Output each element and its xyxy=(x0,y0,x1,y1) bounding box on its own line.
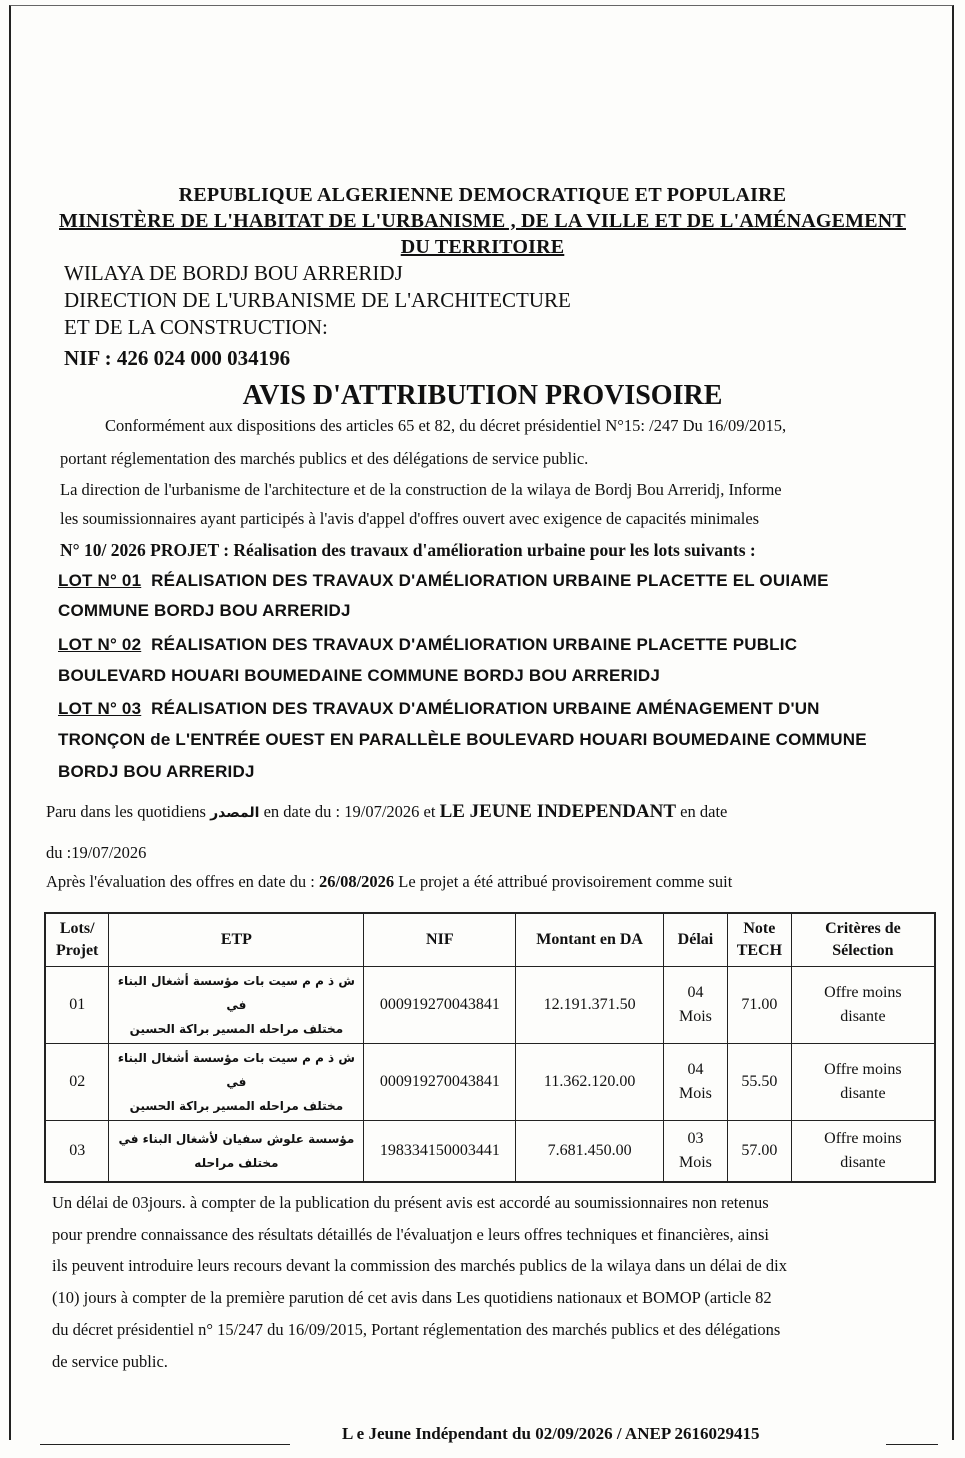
issuer-block xyxy=(64,260,571,372)
lot-cell: 03 xyxy=(45,1121,109,1183)
critere-cell xyxy=(791,967,935,1044)
delai-value: 03 xyxy=(687,1130,704,1147)
project-line: N° 10/ 2026 PROJET : Réalisation des travaux d'amélioration urbaine pour les lots suivants : xyxy=(60,540,756,560)
bottom-rule-right xyxy=(886,1444,938,1445)
lot-03 xyxy=(58,699,820,719)
notice-title: AVIS D'ATTRIBUTION PROVISOIRE xyxy=(242,380,723,411)
col-header-montant: Montant en DA xyxy=(516,913,664,967)
ministry-heading-cont: DU TERRITOIRE xyxy=(400,236,565,258)
table-header-row xyxy=(45,913,935,967)
publication-suffix: en date xyxy=(680,802,728,821)
lot-02 xyxy=(58,635,797,655)
intro-line-4: les soumissionnaires ayant participés à l'avis d'appel d'offres ouvert avec exigence de capacités minimales xyxy=(60,509,760,528)
evaluation-line xyxy=(46,872,732,892)
col-header-delai: Délai xyxy=(664,913,728,967)
lot-desc: RÉALISATION DES TRAVAUX D'AMÉLIORATION URBAINE PLACETTE PUBLIC xyxy=(151,635,798,654)
table-row xyxy=(45,967,935,1044)
evaluation-date: 26/08/2026 xyxy=(319,872,395,891)
col-header-nif: NIF xyxy=(364,913,516,967)
critere-line: disante xyxy=(840,1085,886,1102)
critere-line: disante xyxy=(840,1008,886,1025)
intro-line-3: La direction de l'urbanisme de l'architecture et de la construction de la wilaya de Bordj Bou Arreridj, Informe xyxy=(60,480,782,499)
lot-02-cont: BOULEVARD HOUARI BOUMEDAINE COMMUNE BORDJ BOU ARRERIDJ xyxy=(58,666,661,685)
lot-cell: 02 xyxy=(45,1044,109,1121)
critere-line: disante xyxy=(840,1154,886,1171)
col-header-note: Note TECH xyxy=(727,913,791,967)
delai-cell xyxy=(664,967,728,1044)
etp-cell xyxy=(109,967,364,1044)
lot-01 xyxy=(58,571,829,591)
lot-label: LOT N° 01 xyxy=(58,571,142,590)
arabic-newspaper: المصدر xyxy=(210,805,260,821)
table-row xyxy=(45,1044,935,1121)
etp-line: مختلف مراحله xyxy=(194,1156,279,1170)
publication-reference: L e Jeune Indépendant du 02/09/2026 / ANEP 2616029415 xyxy=(342,1424,760,1443)
critere-line: Offre moins xyxy=(824,1061,902,1078)
col-header-criteres: Critères de Sélection xyxy=(791,913,935,967)
critere-cell xyxy=(791,1044,935,1121)
delai-unit: Mois xyxy=(678,1085,712,1102)
lot-label: LOT N° 02 xyxy=(58,635,142,654)
footer-line-6: de service public. xyxy=(52,1352,168,1371)
etp-line: مؤسسة علوش سفيان لأشغال البناء في xyxy=(118,1132,355,1146)
delai-value: 04 xyxy=(687,984,704,1001)
evaluation-prefix: Après l'évaluation des offres en date du : xyxy=(46,872,315,891)
republic-heading: REPUBLIQUE ALGERIENNE DEMOCRATIQUE ET POPULAIRE xyxy=(178,184,787,206)
publication-line xyxy=(46,801,727,823)
note-cell: 55.50 xyxy=(727,1044,791,1121)
publication-date: en date du : 19/07/2026 et xyxy=(263,802,436,821)
critere-line: Offre moins xyxy=(824,1130,902,1147)
ministry-heading: MINISTÈRE DE L'HABITAT DE L'URBANISME , DE LA VILLE ET DE L'AMÉNAGEMENT xyxy=(59,210,906,232)
publication-prefix: Paru dans les quotidiens xyxy=(46,802,206,821)
bottom-rule-left xyxy=(40,1444,290,1445)
lot-desc: RÉALISATION DES TRAVAUX D'AMÉLIORATION URBAINE AMÉNAGEMENT D'UN xyxy=(151,699,820,718)
col-header-lot: Lots/ Projet xyxy=(45,913,109,967)
montant-cell: 12.191.371.50 xyxy=(516,967,664,1044)
lot-desc: RÉALISATION DES TRAVAUX D'AMÉLIORATION URBAINE PLACETTE EL OUIAME xyxy=(151,571,829,590)
nif-cell: 000919270043841 xyxy=(364,967,516,1044)
delai-unit: Mois xyxy=(678,1008,712,1025)
results-table xyxy=(44,912,936,1183)
lot-03-cont-2: BORDJ BOU ARRERIDJ xyxy=(58,762,255,781)
col-header-etp: ETP xyxy=(109,913,364,967)
delai-cell xyxy=(664,1121,728,1183)
footer-line-4: (10) jours à compter de la première parution dé cet avis dans Les quotidiens nationaux et BOMOP (article 82 xyxy=(52,1288,772,1307)
wilaya-line: WILAYA DE BORDJ BOU ARRERIDJ xyxy=(64,261,403,285)
footer-line-3: ils peuvent introduire leurs recours devant la commission des marchés publics de la wilaya dans un délai de dix xyxy=(52,1256,787,1275)
delai-value: 04 xyxy=(687,1061,704,1078)
lot-label: LOT N° 03 xyxy=(58,699,142,718)
note-cell: 71.00 xyxy=(727,967,791,1044)
etp-line: ش ذ م م سيت بات مؤسسة أشغال البناء في xyxy=(117,974,355,1012)
nif-cell: 198334150003441 xyxy=(364,1121,516,1183)
direction-line-1: DIRECTION DE L'URBANISME DE L'ARCHITECTURE xyxy=(64,288,571,312)
newspaper-name: LE JEUNE INDEPENDANT xyxy=(439,801,677,822)
montant-cell: 7.681.450.00 xyxy=(516,1121,664,1183)
lot-cell: 01 xyxy=(45,967,109,1044)
footer-line-1: Un délai de 03jours. à compter de la publication du présent avis est accordé au soumissionnaires non retenus xyxy=(52,1193,769,1212)
etp-line: مختلف مراحله المسير براكة الحسين xyxy=(129,1099,344,1113)
note-cell: 57.00 xyxy=(727,1121,791,1183)
lot-03-cont: TRONÇON de L'ENTRÉE OUEST EN PARALLÈLE BOULEVARD HOUARI BOUMEDAINE COMMUNE xyxy=(58,730,867,749)
critere-line: Offre moins xyxy=(824,984,902,1001)
etp-cell xyxy=(109,1121,364,1183)
intro-line-2: portant réglementation des marchés publics et des délégations de service public. xyxy=(60,449,589,468)
footer-line-2: pour prendre connaissance des résultats détaillés de l'évaluatjon e leurs offres techniques et financières, ainsi xyxy=(52,1225,769,1244)
footer-line-5: du décret présidentiel n° 15/247 du 16/09/2015, Portant réglementation des marchés publics et des délégations xyxy=(52,1320,781,1339)
intro-line-1: Conformément aux dispositions des articles 65 et 82, du décret présidentiel N°15: /247 Du 16/09/2015, xyxy=(105,416,787,435)
montant-cell: 11.362.120.00 xyxy=(516,1044,664,1121)
publication-line-2: du :19/07/2026 xyxy=(46,843,147,862)
evaluation-suffix: Le projet a été attribué provisoirement comme suit xyxy=(398,872,733,891)
lot-01-cont: COMMUNE BORDJ BOU ARRERIDJ xyxy=(58,601,351,620)
direction-line-2: ET DE LA CONSTRUCTION: xyxy=(64,315,328,339)
etp-line: ش ذ م م سيت بات مؤسسة أشغال البناء في xyxy=(117,1051,355,1089)
critere-cell xyxy=(791,1121,935,1183)
etp-cell xyxy=(109,1044,364,1121)
delai-cell xyxy=(664,1044,728,1121)
table-row xyxy=(45,1121,935,1183)
etp-line: مختلف مراحله المسير براكة الحسين xyxy=(129,1022,344,1036)
nif-line: NIF : 426 024 000 034196 xyxy=(64,346,291,370)
delai-unit: Mois xyxy=(678,1154,712,1171)
nif-cell: 000919270043841 xyxy=(364,1044,516,1121)
